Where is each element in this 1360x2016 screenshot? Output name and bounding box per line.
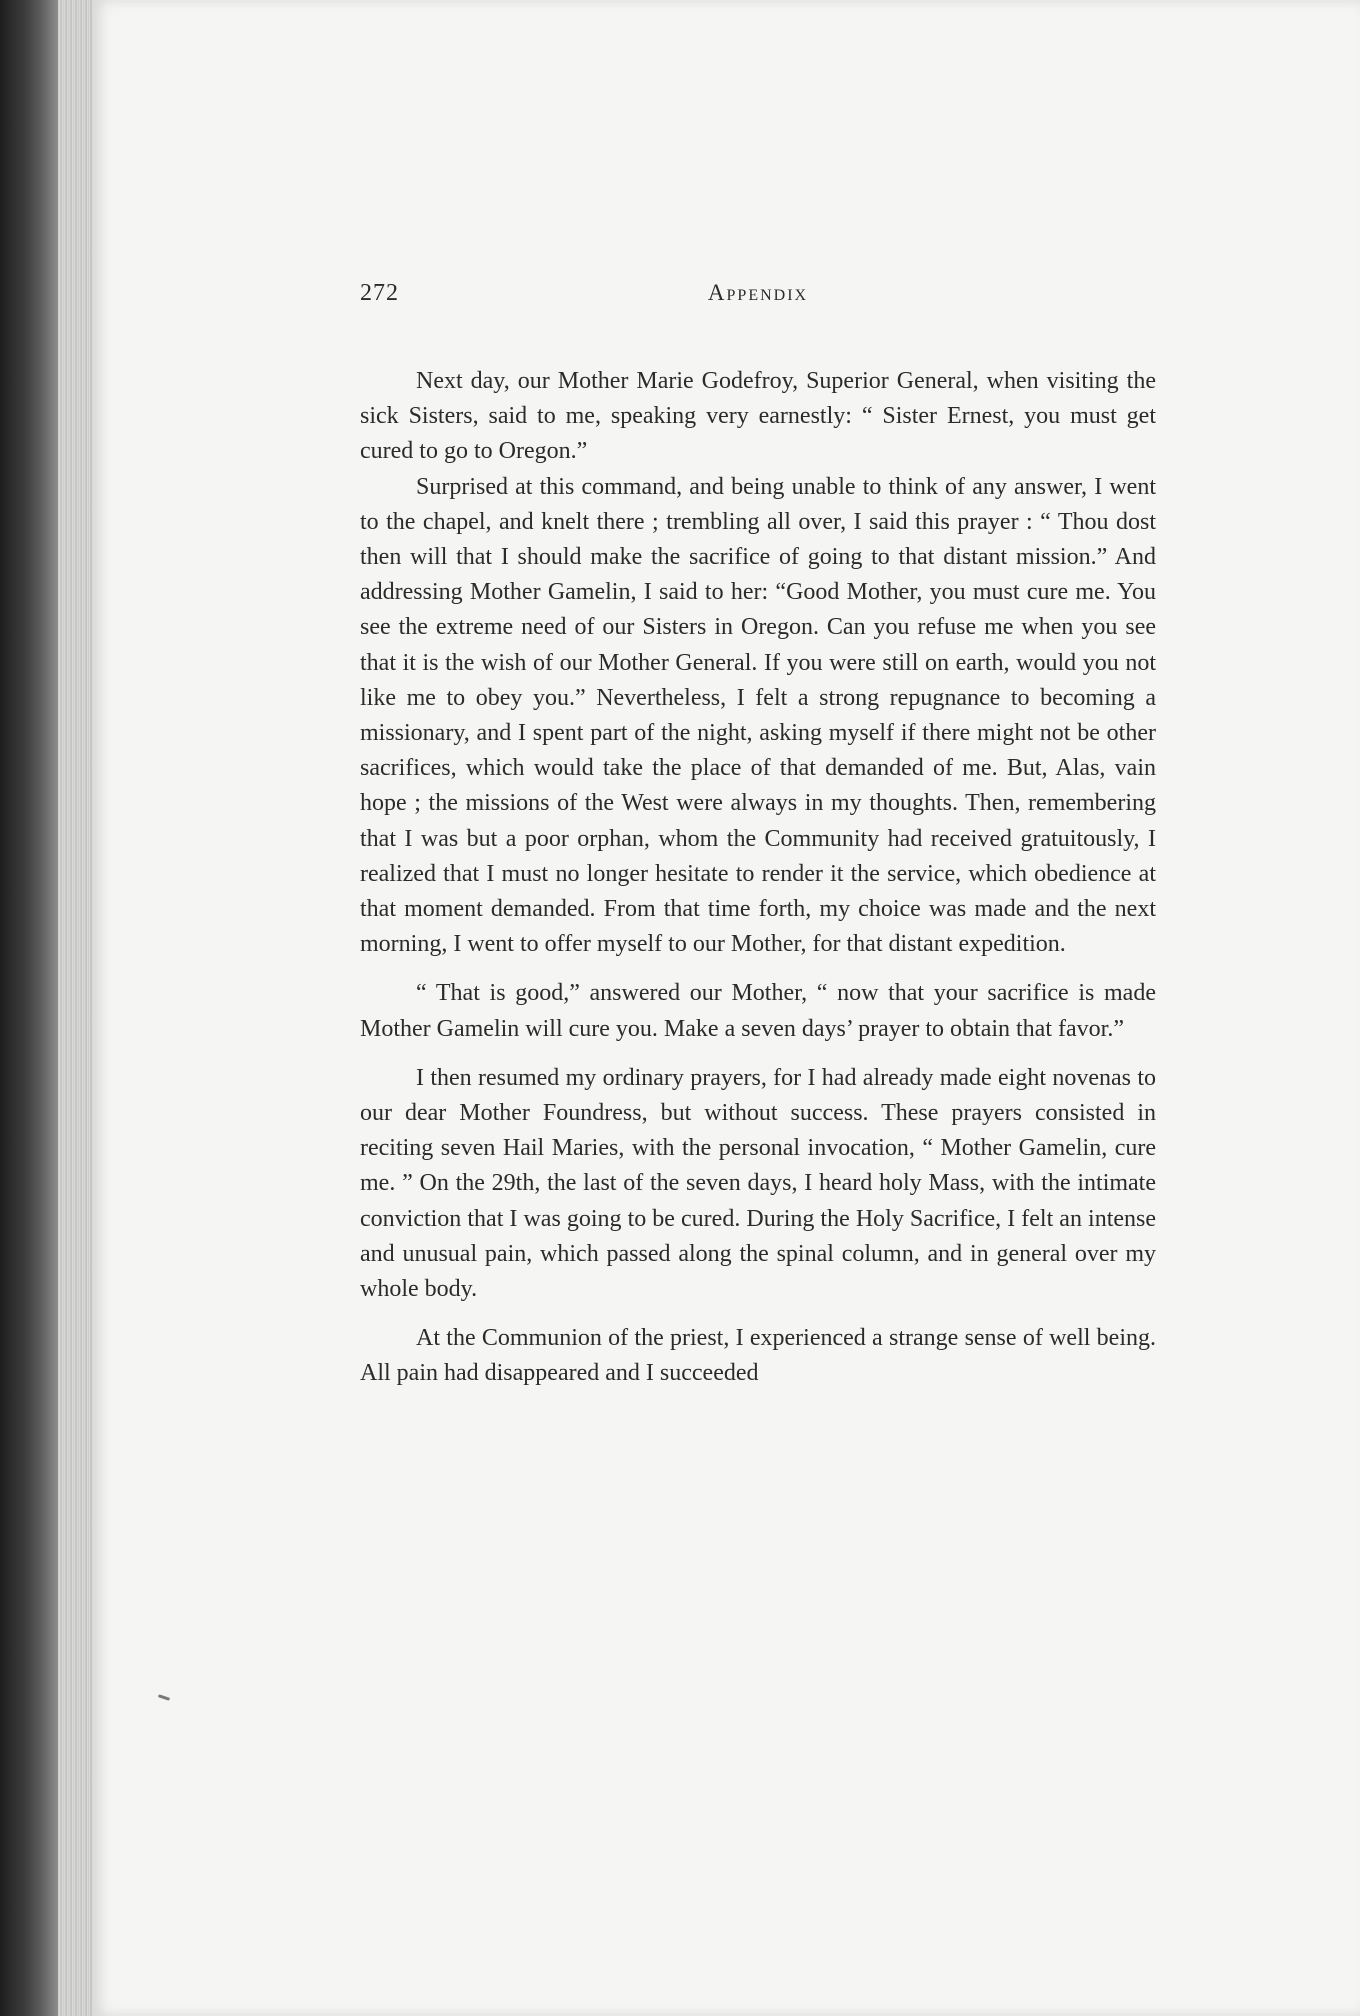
paragraph: “ That is good,” answered our Mother, “ now that your sacrifice is made Mother Gamelin will cure you. Make a seven days’ prayer to obtain that favor.” [360,980,1156,1042]
paragraph: Next day, our Mother Marie Godefroy, Superior General, when visiting the sick Sisters, said to me, speaking very earnestly: “ Sister Ernest, you must get cured to go to Oregon.” [360,368,1156,465]
paragraph: Surprised at this command, and being unable to think of any answer, I went to the chapel, and knelt there ; trembling all over, I said this prayer : “ Thou dost then will that I should make the sacrifice of going to that distant mission.” And addressing Mother Gamelin, I said to her: “Good Mother, you must cure me. You see the extreme need of our Sisters in Oregon. Can you refuse me when you see that it is the wish of our Mother General. If you were still on earth, would you not like me to obey you.” Nevertheless, I felt a strong repugnance to becoming a missionary, and I spent part of the night, asking myself if there might not be other sacrifices, which would take the place of that demanded of me. But, Alas, vain hope ; the missions of the West were always in my thoughts. Then, remembering that I was but a poor orphan, whom the Community had received gratuitously, I realized that I must no longer hesitate to render it the service, which obedience at that moment demanded. From that time forth, my choice was made and the next morning, I went to offer myself to our Mother, for that distant expedition. [360,473,1156,958]
body-text [360,364,1156,1392]
book-spine-edge [0,0,58,2016]
page-header [360,280,1156,320]
page-stack-edge [58,0,92,2016]
running-head: Appendix [707,280,809,305]
paragraph: I then resumed my ordinary prayers, for I had already made eight novenas to our dear Mother Foundress, but without success. These prayers consisted in reciting seven Hail Maries, with the personal invocation, “ Mother Gamelin, cure me. ” On the 29th, the last of the seven days, I heard holy Mass, with the intimate conviction that I was going to be cured. During the Holy Sacrifice, I felt an intense and unusual pain, which passed along the spinal column, and in general over my whole body. [360,1064,1156,1303]
paragraph: At the Communion of the priest, I experienced a strange sense of well being. All pain had disappeared and I succeeded [360,1325,1156,1387]
page-number: 272 [360,280,399,306]
